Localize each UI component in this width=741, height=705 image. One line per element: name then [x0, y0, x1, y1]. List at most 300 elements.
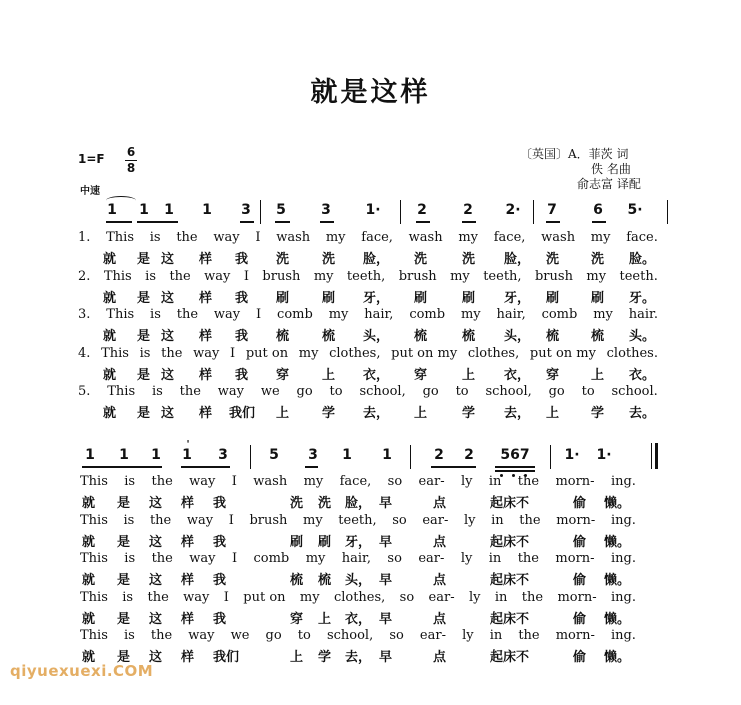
lyric-char: 洗 [290, 496, 304, 511]
barline [400, 200, 401, 224]
lyric-char: 偷 [573, 573, 587, 588]
beam [106, 221, 132, 223]
lyric-word: clothes, [329, 345, 381, 361]
lyric-char: 起床不 [490, 611, 530, 627]
beam [181, 466, 230, 468]
lyric-char: 梳 [318, 573, 332, 588]
lyric-char: 衣， [363, 367, 390, 383]
lyric-word: ly [464, 512, 476, 528]
lyric-word: is [151, 384, 163, 400]
lyric-word: way [188, 628, 215, 643]
lyric-word: This [80, 512, 108, 528]
lyric-word: the [179, 384, 201, 400]
lyric-char: 早 [379, 650, 393, 665]
lyric-char: 我 [235, 290, 249, 306]
lyric-word: I [231, 474, 237, 489]
lyric-char: 这 [149, 534, 163, 550]
lyric-word: brush [398, 268, 437, 284]
lyric-char: 洗 [414, 252, 428, 267]
lyric-char: 就 [82, 650, 96, 665]
note: 3 [321, 202, 331, 218]
note: 1 [139, 202, 149, 218]
lyric-word: my [586, 268, 607, 284]
lyric-char: 我们 [229, 406, 256, 422]
lyric-char: 刷 [276, 290, 290, 306]
lyric-char: 梳 [290, 573, 304, 588]
lyric-word: is [150, 307, 161, 323]
verse-english-line [78, 307, 658, 322]
lyric-word: the [176, 230, 198, 245]
beam [240, 221, 254, 223]
lyric-word: way [186, 512, 214, 528]
barline [667, 200, 668, 224]
lyric-char: 梳 [591, 329, 605, 345]
verse-english-line [78, 384, 658, 399]
lyric-char: 懒。 [604, 573, 631, 588]
lyric-word: to [455, 384, 469, 400]
lyric-word: 1. [78, 230, 91, 245]
lyric-char: 脸。 [629, 252, 656, 267]
note: 2 [434, 447, 444, 463]
lyric-word: my [460, 307, 481, 323]
lyric-word: morn- [555, 551, 595, 566]
lyric-word: 4. [78, 345, 91, 361]
verse-english-line [80, 590, 636, 605]
lyric-word: This [80, 474, 108, 489]
verse-english-line [80, 513, 636, 528]
note: 2 [464, 447, 474, 463]
key-signature: 1=F [78, 152, 105, 166]
lyric-word: I [230, 345, 236, 361]
lyric-char: 刷 [318, 534, 332, 550]
lyric-char: 穿 [290, 611, 304, 627]
lyric-char: 牙， [363, 290, 390, 306]
lyric-word: my [328, 307, 349, 323]
lyric-char: 我 [213, 534, 227, 550]
lyric-word: so [399, 589, 415, 605]
lyric-char: 牙， [345, 534, 372, 550]
lyric-char: 样 [181, 650, 195, 665]
note: 3 [241, 202, 251, 218]
lyric-word: my [458, 230, 478, 245]
lyric-char: 去。 [629, 406, 656, 422]
lyric-char: 去， [345, 650, 372, 665]
lyric-char: 穿 [546, 367, 560, 383]
lyric-word: This [80, 551, 108, 566]
lyric-char: 我们 [213, 650, 240, 665]
lyric-char: 刷 [591, 290, 605, 306]
lyric-word: go [548, 384, 565, 400]
note: 3 [308, 447, 318, 463]
note: 1· [596, 447, 612, 463]
lyric-char: 上 [322, 367, 336, 383]
lyric-word: way [213, 230, 240, 245]
lyric-word: ing. [610, 474, 636, 489]
lyric-word: the [161, 345, 183, 361]
verse-english-line [80, 628, 636, 643]
lyric-word: I [228, 512, 234, 528]
lyric-word: the [176, 307, 199, 323]
lyric-word: in [488, 474, 502, 489]
lyric-word: This [80, 628, 108, 643]
lyric-word: morn- [555, 628, 595, 643]
lyric-word: ing. [610, 551, 636, 566]
lyric-word: way [204, 268, 231, 284]
lyric-char: 样 [199, 406, 213, 422]
lyric-char: 就 [103, 367, 117, 383]
lyric-word: put on my [529, 345, 596, 361]
beam [416, 221, 430, 223]
lyric-word: clothes, [333, 589, 386, 605]
verse-english-line [80, 474, 636, 489]
lyric-char: 点 [433, 611, 447, 627]
note: 2 [463, 202, 473, 218]
lyric-char: 这 [161, 406, 175, 422]
lyric-char: 是 [117, 534, 131, 550]
lyric-char: 早 [379, 496, 393, 511]
lyric-char: 起床不 [490, 573, 530, 588]
lyric-word: brush [534, 268, 573, 284]
note: 2 [417, 202, 427, 218]
lyric-word: so [387, 474, 403, 489]
lyric-word: ear- [418, 551, 445, 566]
lyric-word: teeth, [346, 268, 386, 284]
accent-mark: ' [186, 439, 190, 450]
lyric-char: 我 [235, 367, 249, 383]
lyric-word: ear- [419, 628, 446, 643]
lyric-word: the [149, 512, 172, 528]
lyric-word: face, [361, 230, 393, 245]
lyric-word: go [422, 384, 439, 400]
translator-credit: 俞志富 译配 [577, 177, 641, 191]
lyric-char: 我 [213, 496, 227, 511]
lyric-word: so [387, 551, 402, 566]
lyric-word: to [297, 628, 311, 643]
lyric-word: in [491, 512, 504, 528]
lyric-char: 洗 [318, 496, 332, 511]
lyric-word: my [303, 474, 324, 489]
lyric-char: 梳 [546, 329, 560, 345]
lyric-word: I [243, 268, 249, 284]
lyric-word: in [489, 628, 503, 643]
lyric-char: 就 [103, 290, 117, 306]
lyric-char: 刷 [462, 290, 476, 306]
tempo-mark: 中速 [80, 186, 100, 197]
lyric-word: ear- [418, 474, 445, 489]
lyric-word: comb [277, 307, 313, 323]
lyric-char: 偷 [573, 534, 587, 550]
lyric-word: my [298, 345, 319, 361]
lyric-word: my [325, 230, 346, 245]
lyric-char: 这 [149, 496, 163, 511]
lyric-char: 这 [161, 329, 175, 345]
lyric-char: 起床不 [490, 534, 530, 550]
note: 1 [202, 202, 212, 218]
lyric-word: is [145, 268, 156, 284]
lyric-word: my [305, 551, 326, 566]
lyric-char: 牙。 [629, 290, 656, 306]
lyric-char: 是 [137, 406, 151, 422]
note: 1 [119, 447, 129, 463]
lyric-char: 上 [318, 611, 332, 627]
lyric-char: 样 [199, 252, 213, 267]
lyric-word: to [329, 384, 343, 400]
lyric-char: 就 [82, 496, 96, 511]
lyric-char: 上 [591, 367, 605, 383]
note: 1 [85, 447, 95, 463]
lyric-char: 懒。 [604, 650, 631, 665]
lyric-word: in [488, 551, 502, 566]
lyric-char: 梳 [462, 329, 476, 345]
lyric-char: 就 [82, 611, 96, 627]
composer-credit: 佚 名曲 [591, 162, 631, 176]
lyric-word: is [123, 628, 135, 643]
lyric-char: 衣， [504, 367, 531, 383]
lyric-word: 5. [78, 384, 91, 400]
lyric-char: 样 [181, 573, 195, 588]
lyric-word: 3. [78, 307, 91, 323]
note: 1 [342, 447, 352, 463]
lyric-char: 早 [379, 573, 393, 588]
beam [275, 221, 290, 223]
lyric-char: 我 [213, 573, 227, 588]
lyric-char: 这 [149, 650, 163, 665]
lyric-char: 学 [591, 406, 605, 422]
lyric-word: This [103, 268, 132, 284]
note: 5· [627, 202, 643, 218]
lyric-word: hair, [364, 307, 394, 323]
lyric-char: 点 [433, 496, 447, 511]
lyric-char: 这 [161, 252, 175, 267]
lyric-word: hair, [341, 551, 371, 566]
barline [533, 200, 534, 224]
lyric-char: 上 [462, 367, 476, 383]
note: 6 [593, 202, 603, 218]
lyric-char: 样 [199, 290, 213, 306]
lyric-char: 偷 [573, 496, 587, 511]
lyric-word: ing. [610, 512, 636, 528]
lyric-word: is [124, 474, 136, 489]
lyric-char: 起床不 [490, 650, 530, 665]
lyric-char: 头， [363, 329, 390, 345]
lyric-char: 脸， [363, 252, 390, 267]
lyric-word: way [189, 551, 216, 566]
beam [546, 221, 560, 223]
lyric-char: 是 [117, 650, 131, 665]
lyric-char: 懒。 [604, 496, 631, 511]
lyric-word: the [150, 628, 173, 643]
lyric-word: morn- [555, 474, 595, 489]
lyric-char: 起床不 [490, 496, 530, 511]
lyric-word: I [231, 551, 238, 566]
note: 1 [382, 447, 392, 463]
lyric-char: 学 [462, 406, 476, 422]
lyric-word: teeth. [619, 268, 658, 284]
lyric-char: 洗 [546, 252, 560, 267]
lyric-word: the [147, 589, 169, 605]
lyric-word: so [389, 628, 404, 643]
lyric-word: in [494, 589, 508, 605]
verse-english-line [80, 551, 636, 566]
tie [106, 196, 136, 205]
lyric-word: brush [262, 268, 301, 284]
lyric-word: comb [541, 307, 578, 323]
lyric-char: 偷 [573, 611, 587, 627]
lyric-char: 洗 [591, 252, 605, 267]
lyric-char: 早 [379, 611, 393, 627]
lyric-char: 点 [433, 650, 447, 665]
final-barline-thin [651, 443, 652, 469]
lyric-word: ly [468, 589, 481, 605]
lyric-word: wash [408, 230, 443, 245]
lyric-char: 是 [137, 367, 151, 383]
lyric-char: 洗 [462, 252, 476, 267]
lyric-word: hair. [628, 307, 658, 323]
lyric-char: 我 [235, 252, 249, 267]
lyric-char: 上 [290, 650, 304, 665]
note: 2· [505, 202, 521, 218]
lyric-char: 就 [82, 534, 96, 550]
lyric-word: school. [611, 384, 658, 400]
lyric-char: 脸， [345, 496, 372, 511]
lyric-word: the [519, 512, 541, 528]
lyric-word: the [151, 551, 173, 566]
note: 5 [276, 202, 286, 218]
lyric-word: go [296, 384, 313, 400]
lyric-char: 上 [276, 406, 290, 422]
note: 1· [564, 447, 580, 463]
page-title: 就是这样 [310, 77, 431, 108]
lyric-char: 是 [117, 573, 131, 588]
note: 567 [500, 447, 530, 463]
lyric-word: my [590, 230, 611, 245]
lyric-word: ly [460, 551, 473, 566]
lyric-word: This [106, 307, 135, 323]
lyric-word: This [101, 345, 129, 361]
beam [320, 221, 334, 223]
lyric-word: morn- [557, 589, 597, 605]
lyric-word: put on [243, 589, 286, 605]
lyric-word: go [265, 628, 282, 643]
lyric-word: face. [626, 230, 658, 245]
lyric-char: 头， [504, 329, 531, 345]
lyric-char: 穿 [414, 367, 428, 383]
lyric-char: 这 [149, 611, 163, 627]
lyric-char: 是 [117, 611, 131, 627]
lyric-char: 去， [504, 406, 531, 422]
lyric-char: 样 [181, 496, 195, 511]
lyric-word: clothes, [467, 345, 520, 361]
note: 5 [269, 447, 279, 463]
lyric-word: ing. [610, 589, 636, 605]
lyric-word: my [450, 268, 470, 284]
final-barline-thick [655, 443, 658, 469]
note: 1 [107, 202, 117, 218]
lyric-word: ly [462, 628, 474, 643]
lyric-word: we [260, 384, 280, 400]
lyric-word: comb [253, 551, 290, 566]
lyric-word: the [151, 474, 173, 489]
barline [250, 445, 251, 469]
barline [410, 445, 411, 469]
note: 1 [151, 447, 161, 463]
lyric-char: 洗 [276, 252, 290, 267]
lyric-char: 梳 [322, 329, 336, 345]
lyric-char: 是 [137, 329, 151, 345]
lyric-word: comb [409, 307, 446, 323]
lyric-char: 上 [414, 406, 428, 422]
lyric-char: 我 [213, 611, 227, 627]
lyric-word: the [517, 474, 540, 489]
lyric-char: 刷 [290, 534, 304, 550]
lyric-char: 这 [149, 573, 163, 588]
verse-english-line [78, 230, 658, 245]
beam [592, 221, 606, 223]
lyric-char: 样 [181, 611, 195, 627]
lyric-char: 是 [137, 290, 151, 306]
lyricist-credit: 〔英国〕A．菲茨 词 [520, 147, 629, 161]
lyric-word: put on [245, 345, 289, 361]
lyric-char: 刷 [546, 290, 560, 306]
lyric-word: ear- [422, 512, 449, 528]
lyric-word: clothes. [606, 345, 658, 361]
beam [495, 470, 535, 472]
lyric-word: is [139, 345, 151, 361]
lyric-char: 梳 [414, 329, 428, 345]
lyric-char: 点 [433, 573, 447, 588]
lyric-word: school, [326, 628, 374, 643]
lyric-word: is [123, 512, 135, 528]
lyric-char: 衣， [345, 611, 372, 627]
lyric-char: 学 [322, 406, 336, 422]
lyric-word: morn- [556, 512, 596, 528]
lyric-char: 刷 [414, 290, 428, 306]
lyric-char: 样 [199, 329, 213, 345]
lyric-word: my [313, 268, 334, 284]
lyric-char: 刷 [322, 290, 336, 306]
lyric-char: 头， [345, 573, 372, 588]
lyric-word: so [392, 512, 407, 528]
lyric-word: 2. [78, 268, 91, 284]
lyric-word: is [124, 551, 136, 566]
lyric-word: teeth, [338, 512, 377, 528]
verse-english-line [78, 269, 658, 284]
lyric-char: 就 [103, 252, 117, 267]
lyric-char: 学 [318, 650, 332, 665]
lyric-word: the [521, 589, 544, 605]
lyric-word: I [223, 589, 229, 605]
lyric-word: face, [339, 474, 372, 489]
lyric-char: 牙， [504, 290, 531, 306]
lyric-word: my [593, 307, 613, 323]
beam [137, 221, 178, 223]
note: 7 [547, 202, 557, 218]
lyric-word: school, [485, 384, 532, 400]
lyric-char: 这 [161, 290, 175, 306]
barline [550, 445, 551, 469]
lyric-word: ear- [428, 589, 455, 605]
lyric-word: we [230, 628, 250, 643]
note: 1 [164, 202, 174, 218]
lyric-word: face, [493, 230, 526, 245]
lyric-char: 就 [103, 329, 117, 345]
lyric-word: This [80, 589, 108, 605]
note: 1 [182, 447, 192, 463]
lyric-word: to [581, 384, 595, 400]
lyric-char: 就 [103, 406, 117, 422]
beam [431, 466, 476, 468]
lyric-char: 去， [363, 406, 390, 422]
